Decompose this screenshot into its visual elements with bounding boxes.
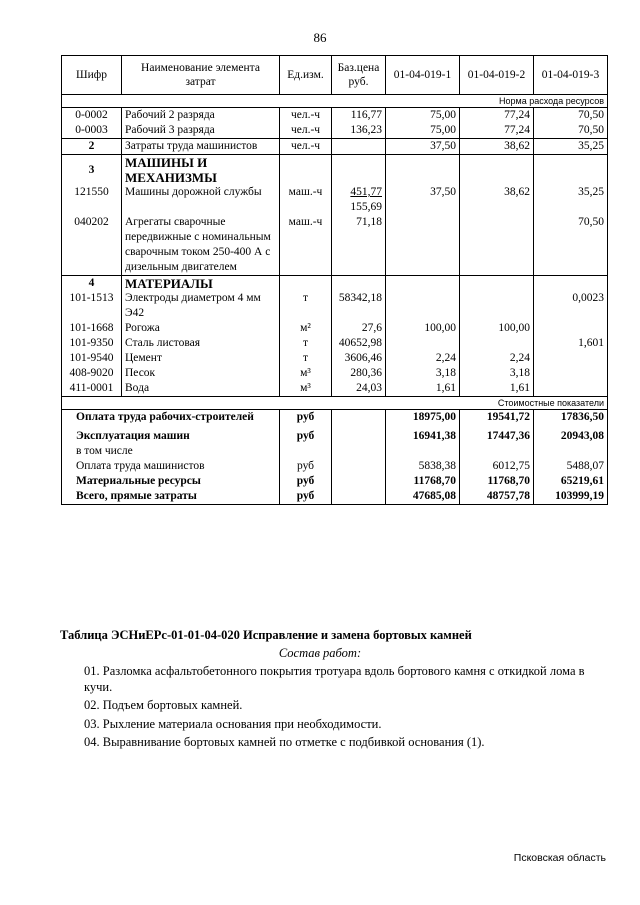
row-unit: маш.-ч	[280, 185, 332, 215]
row-unit: т	[280, 336, 332, 351]
cost-banner-row	[62, 397, 608, 410]
row-code: 0-0003	[62, 123, 122, 139]
row-v2: 2,24	[460, 351, 534, 366]
row-v3	[534, 321, 608, 336]
row-code: 101-9350	[62, 336, 122, 351]
section-title: МАШИНЫ И МЕХАНИЗМЫ	[122, 155, 280, 186]
header-unit: Ед.изм.	[280, 56, 332, 95]
row-price: 24,03	[332, 381, 386, 397]
row-unit: чел.-ч	[280, 123, 332, 139]
row-unit: чел.-ч	[280, 108, 332, 124]
row-name: Машины дорожной службы	[122, 185, 280, 215]
row-v2	[460, 336, 534, 351]
row-v2: 3,18	[460, 366, 534, 381]
table-row	[62, 185, 608, 215]
header-code: Шифр	[62, 56, 122, 95]
row-v1: 3,18	[386, 366, 460, 381]
cost-row	[62, 489, 608, 505]
row-v1	[386, 291, 460, 321]
cost-row	[62, 459, 608, 474]
resource-table	[61, 55, 608, 505]
row-v3	[534, 351, 608, 366]
table-row	[62, 123, 608, 139]
cost-v2: 19541,72	[460, 410, 534, 426]
cost-including: в том числе	[76, 445, 133, 457]
row-price: 3606,46	[332, 351, 386, 366]
row-unit: т	[280, 351, 332, 366]
row-v3: 70,50	[534, 215, 608, 276]
row-price: 40652,98	[332, 336, 386, 351]
cost-name	[62, 425, 280, 459]
table-row	[62, 215, 608, 276]
section-title: МАТЕРИАЛЫ	[122, 276, 280, 292]
row-name: Вода	[122, 381, 280, 397]
cost-v1: 47685,08	[386, 489, 460, 505]
row-code: 411-0001	[62, 381, 122, 397]
cost-v2: 6012,75	[460, 459, 534, 474]
list-item: 03. Рыхление материала основания при необходимости.	[84, 716, 382, 731]
row-code: 121550	[62, 185, 122, 215]
cost-unit: руб	[280, 410, 332, 426]
row-v1: 37,50	[386, 185, 460, 215]
row-v2: 1,61	[460, 381, 534, 397]
table-row	[62, 336, 608, 351]
cost-unit: руб	[280, 459, 332, 474]
table-row	[62, 321, 608, 336]
cost-v3: 65219,61	[534, 474, 608, 489]
row-unit: м³	[280, 381, 332, 397]
row-v3: 35,25	[534, 185, 608, 215]
row-price	[332, 139, 386, 155]
cost-row	[62, 425, 608, 459]
row-v3: 35,25	[534, 139, 608, 155]
row-v2: 100,00	[460, 321, 534, 336]
row-unit: чел.-ч	[280, 139, 332, 155]
section-code: 4	[62, 276, 122, 292]
section-row	[62, 276, 608, 292]
cost-banner: Стоимостные показатели	[62, 397, 608, 410]
norm-banner-row	[62, 95, 608, 108]
row-unit: м²	[280, 321, 332, 336]
row-v1: 2,24	[386, 351, 460, 366]
cost-v1: 11768,70	[386, 474, 460, 489]
price-primary: 451,77	[350, 186, 382, 198]
row-v1	[386, 215, 460, 276]
row-v1	[386, 336, 460, 351]
header-col1: 01-04-019-1	[386, 56, 460, 95]
row-v2: 38,62	[460, 185, 534, 215]
row-v3	[534, 366, 608, 381]
cost-name: Оплата труда рабочих-строителей	[62, 410, 280, 426]
row-v3: 0,0023	[534, 291, 608, 321]
row-price: 27,6	[332, 321, 386, 336]
cost-v3: 103999,19	[534, 489, 608, 505]
cost-name: Всего, прямые затраты	[62, 489, 280, 505]
row-unit: маш.-ч	[280, 215, 332, 276]
row-v1: 37,50	[386, 139, 460, 155]
works-list	[84, 664, 604, 754]
list-item: 02. Подъем бортовых камней.	[84, 698, 243, 712]
cost-v2: 48757,78	[460, 489, 534, 505]
cost-unit: руб	[280, 425, 332, 459]
row-code: 2	[62, 139, 122, 155]
list-item: 01. Разломка асфальтобетонного покрытия тротуара вдоль бортового камня с откидкой лома в кучи.	[84, 664, 585, 694]
row-name: Рабочий 2 разряда	[122, 108, 280, 124]
row-v1: 1,61	[386, 381, 460, 397]
cost-name: Оплата труда машинистов	[62, 459, 280, 474]
row-v2	[460, 215, 534, 276]
row-name: Электроды диаметром 4 мм Э42	[122, 291, 280, 321]
section-row	[62, 155, 608, 186]
section-code: 3	[62, 155, 122, 186]
table-caption: Таблица ЭСНиЕРс-01-01-04-020 Исправление и замена бортовых камней	[60, 628, 472, 642]
cost-v1: 5838,38	[386, 459, 460, 474]
row-name: Песок	[122, 366, 280, 381]
row-v3: 70,50	[534, 108, 608, 124]
cost-v3: 20943,08	[534, 425, 608, 459]
row-v2: 77,24	[460, 123, 534, 139]
header-col2: 01-04-019-2	[460, 56, 534, 95]
row-name: Сталь листовая	[122, 336, 280, 351]
cost-v1: 18975,00	[386, 410, 460, 426]
table-row	[62, 291, 608, 321]
row-code: 040202	[62, 215, 122, 276]
row-v3: 1,601	[534, 336, 608, 351]
header-name: Наименование элемента затрат	[122, 56, 280, 95]
table-row	[62, 139, 608, 155]
table-row	[62, 381, 608, 397]
cost-name-main: Эксплуатация машин	[76, 430, 190, 442]
table-row	[62, 366, 608, 381]
row-price	[332, 185, 386, 215]
row-v2: 38,62	[460, 139, 534, 155]
row-name: Рогожа	[122, 321, 280, 336]
cost-name: Материальные ресурсы	[62, 474, 280, 489]
header-price: Баз.цена руб.	[332, 56, 386, 95]
norm-banner: Норма расхода ресурсов	[62, 95, 608, 108]
works-title: Состав работ:	[278, 646, 362, 660]
row-unit: т	[280, 291, 332, 321]
row-name: Цемент	[122, 351, 280, 366]
row-code: 101-1668	[62, 321, 122, 336]
row-price: 116,77	[332, 108, 386, 124]
cost-unit: руб	[280, 474, 332, 489]
row-unit: м³	[280, 366, 332, 381]
cost-v2: 11768,70	[460, 474, 534, 489]
footer-region: Псковская область	[513, 852, 606, 864]
row-v1: 75,00	[386, 108, 460, 124]
row-name: Затраты труда машинистов	[122, 139, 280, 155]
row-price: 58342,18	[332, 291, 386, 321]
cost-unit: руб	[280, 489, 332, 505]
row-code: 101-1513	[62, 291, 122, 321]
table-header-row	[62, 56, 608, 95]
cost-v3: 17836,50	[534, 410, 608, 426]
row-code: 408-9020	[62, 366, 122, 381]
row-v1: 75,00	[386, 123, 460, 139]
row-v3	[534, 381, 608, 397]
list-item: 04. Выравнивание бортовых камней по отметке с подбивкой основания (1).	[84, 735, 485, 749]
row-v3: 70,50	[534, 123, 608, 139]
row-v1: 100,00	[386, 321, 460, 336]
row-name: Рабочий 3 разряда	[122, 123, 280, 139]
table-row	[62, 108, 608, 124]
row-code: 0-0002	[62, 108, 122, 124]
row-name: Агрегаты сварочные передвижные с номинальным сварочным током 250-400 А с дизельным двигателем	[122, 215, 280, 276]
row-price: 280,36	[332, 366, 386, 381]
cost-row	[62, 474, 608, 489]
row-v2: 77,24	[460, 108, 534, 124]
cost-v1: 16941,38	[386, 425, 460, 459]
row-price: 136,23	[332, 123, 386, 139]
cost-v3: 5488,07	[534, 459, 608, 474]
cost-row	[62, 410, 608, 426]
row-v2	[460, 291, 534, 321]
row-code: 101-9540	[62, 351, 122, 366]
row-price: 71,18	[332, 215, 386, 276]
header-col3: 01-04-019-3	[534, 56, 608, 95]
cost-v2: 17447,36	[460, 425, 534, 459]
price-secondary: 155,69	[350, 201, 382, 213]
table-row	[62, 351, 608, 366]
page-number: 86	[313, 30, 327, 45]
